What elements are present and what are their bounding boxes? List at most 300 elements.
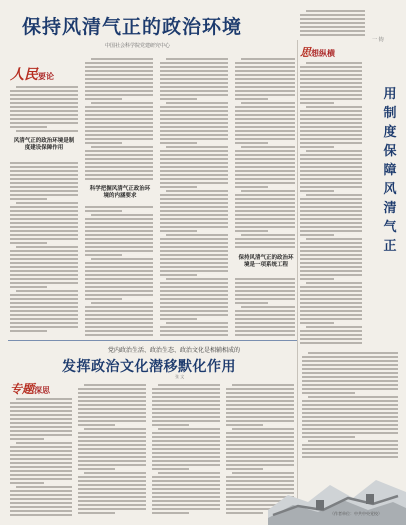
body-text-line xyxy=(85,98,122,100)
body-text-line xyxy=(300,342,362,344)
body-text-line xyxy=(78,432,146,434)
body-text-line xyxy=(235,150,295,152)
body-text-line xyxy=(308,396,398,398)
body-text-line xyxy=(226,424,263,426)
body-text-line xyxy=(85,234,153,236)
body-text-line xyxy=(160,290,228,292)
body-text-line xyxy=(166,102,228,104)
body-text-line xyxy=(226,404,294,406)
body-text-line xyxy=(226,468,263,470)
body-text-line xyxy=(160,134,228,136)
body-text-line xyxy=(235,82,295,84)
body-text-line xyxy=(10,302,78,304)
body-text-line xyxy=(152,456,220,458)
body-text-line xyxy=(306,106,362,108)
body-text-line xyxy=(152,500,220,502)
body-text-line xyxy=(152,424,189,426)
body-text-line xyxy=(302,420,398,422)
body-text-line xyxy=(300,122,362,124)
body-text-line xyxy=(226,392,294,394)
body-text-line xyxy=(10,446,72,448)
body-text-line xyxy=(226,432,294,434)
body-text-line xyxy=(152,432,220,434)
body-text-line xyxy=(152,392,220,394)
body-text-line xyxy=(10,122,78,124)
body-text-line xyxy=(235,118,295,120)
body-text-line xyxy=(78,476,146,478)
vertical-title: 用制度保障风清气正 xyxy=(383,87,397,254)
body-text-line xyxy=(300,330,362,332)
body-text-line xyxy=(160,226,228,228)
body-text-line xyxy=(226,388,294,390)
body-text-line xyxy=(85,318,153,320)
body-text-line xyxy=(10,106,78,108)
body-text-line xyxy=(160,142,197,144)
body-text-line xyxy=(160,150,228,152)
body-text-line xyxy=(300,94,362,96)
body-text-line xyxy=(160,262,228,264)
wall-tower-1 xyxy=(316,500,324,510)
body-text-line xyxy=(235,230,268,232)
body-text-line xyxy=(10,170,78,172)
body-text-line xyxy=(10,410,72,412)
renyao-logo xyxy=(10,64,54,84)
page-title: 保持风清气正的政治环境 xyxy=(22,16,243,38)
body-text-line xyxy=(85,322,153,324)
body-text-line xyxy=(10,178,78,180)
body-text-line xyxy=(10,210,78,212)
text-column-9 xyxy=(152,384,220,518)
body-text-line xyxy=(300,158,362,160)
body-text-line xyxy=(302,404,398,406)
body-text-line xyxy=(85,306,153,308)
body-text-line xyxy=(300,298,362,300)
subhead-3: 保持风清气正的政治环境是一项系统工程 xyxy=(238,255,294,268)
body-text-line xyxy=(10,166,78,168)
body-text-line xyxy=(78,452,146,454)
body-text-line xyxy=(302,360,398,362)
body-text-line xyxy=(235,318,295,320)
body-text-line xyxy=(152,484,220,486)
body-text-line xyxy=(300,34,365,36)
body-text-line xyxy=(10,318,78,320)
body-text-line xyxy=(160,314,228,316)
body-text-line xyxy=(10,426,72,428)
body-text-line xyxy=(85,110,153,112)
body-text-line xyxy=(306,238,362,240)
body-text-line xyxy=(152,492,220,494)
body-text-line xyxy=(300,86,362,88)
body-text-line xyxy=(152,412,220,414)
body-text-line xyxy=(85,282,153,284)
body-text-line xyxy=(160,94,228,96)
body-text-line xyxy=(78,392,146,394)
body-text-line xyxy=(158,428,220,430)
body-text-line xyxy=(160,66,228,68)
body-text-line xyxy=(226,408,294,410)
body-text-line xyxy=(300,166,362,168)
body-text-line xyxy=(10,286,47,288)
body-text-line xyxy=(300,30,365,32)
body-text-line xyxy=(300,214,362,216)
body-text-line xyxy=(166,322,228,324)
body-text-line xyxy=(10,510,72,512)
body-text-line xyxy=(78,464,146,466)
body-text-line xyxy=(235,326,295,328)
body-text-line xyxy=(235,134,295,136)
body-text-line xyxy=(10,198,47,200)
body-text-line xyxy=(235,286,295,288)
body-text-line xyxy=(85,70,153,72)
body-text-line xyxy=(235,62,295,64)
body-text-line xyxy=(85,218,153,220)
body-text-line xyxy=(160,238,228,240)
text-column-3 xyxy=(160,58,228,338)
body-text-line xyxy=(78,492,146,494)
body-text-line xyxy=(85,150,153,152)
subhead-1: 风清气正的政治环境是制度建设保障作用 xyxy=(13,138,75,151)
body-text-line xyxy=(10,306,78,308)
body-text-line xyxy=(300,222,362,224)
body-text-line xyxy=(300,278,334,280)
body-text-line xyxy=(235,158,295,160)
body-text-line xyxy=(16,398,72,400)
body-text-line xyxy=(85,286,153,288)
body-text-line xyxy=(160,242,228,244)
body-text-line xyxy=(10,310,78,312)
body-text-line xyxy=(85,82,153,84)
body-text-line xyxy=(85,94,153,96)
body-text-line xyxy=(235,126,295,128)
body-text-line xyxy=(300,18,365,20)
body-text-line xyxy=(226,396,294,398)
body-text-line xyxy=(235,142,268,144)
body-text-line xyxy=(78,388,146,390)
body-text-line xyxy=(302,432,398,434)
body-text-line xyxy=(160,214,228,216)
body-text-line xyxy=(300,22,365,24)
body-text-line xyxy=(85,238,153,240)
body-text-line xyxy=(160,118,228,120)
body-text-line xyxy=(78,408,146,410)
page-byline: 中国社会科学院党建研究中心 xyxy=(105,43,171,49)
body-text-line xyxy=(235,278,295,280)
body-text-line xyxy=(85,86,153,88)
body-text-line xyxy=(152,388,220,390)
body-text-line xyxy=(300,174,362,176)
signature: 一 钧 xyxy=(372,37,384,43)
body-text-line xyxy=(10,482,44,484)
body-text-line xyxy=(226,400,294,402)
body-text-line xyxy=(10,438,44,440)
body-text-line xyxy=(160,302,228,304)
body-text-line xyxy=(300,114,362,116)
body-text-line xyxy=(10,490,72,492)
body-text-line xyxy=(16,130,78,132)
body-text-line xyxy=(158,472,220,474)
body-text-line xyxy=(78,508,146,510)
body-text-line xyxy=(160,266,228,268)
subhead-2: 科学把握风清气正政治环境的内涵要求 xyxy=(89,186,151,199)
body-text-line xyxy=(78,484,146,486)
body-text-line xyxy=(300,110,362,112)
zhuanti-logo-sub: 深思 xyxy=(34,385,51,395)
body-text-line xyxy=(10,434,72,436)
body-text-line xyxy=(300,178,362,180)
body-text-line xyxy=(300,218,362,220)
zhuanti-logo-main: 专题 xyxy=(10,382,35,396)
body-text-line xyxy=(226,444,294,446)
body-text-line xyxy=(78,396,146,398)
body-text-line xyxy=(160,126,228,128)
body-text-line xyxy=(85,154,153,156)
body-text-line xyxy=(235,246,295,248)
body-text-line xyxy=(91,302,153,304)
body-text-line xyxy=(235,206,295,208)
text-column-6 xyxy=(300,10,365,38)
body-text-line xyxy=(85,130,153,132)
body-text-line xyxy=(152,464,220,466)
body-text-line xyxy=(235,74,295,76)
body-text-line xyxy=(85,210,122,212)
body-text-line xyxy=(10,458,72,460)
body-text-line xyxy=(226,448,294,450)
body-text-line xyxy=(302,412,398,414)
body-text-line xyxy=(235,242,295,244)
body-text-line xyxy=(10,182,78,184)
body-text-line xyxy=(235,302,268,304)
body-text-line xyxy=(302,452,398,454)
text-column-5 xyxy=(300,62,362,347)
body-text-line xyxy=(85,254,122,256)
body-text-line xyxy=(160,286,228,288)
body-text-line xyxy=(241,102,295,104)
body-text-line xyxy=(241,306,295,308)
body-text-line xyxy=(152,444,220,446)
body-text-line xyxy=(160,254,228,256)
body-text-line xyxy=(152,416,220,418)
body-text-line xyxy=(235,106,295,108)
body-text-line xyxy=(235,90,295,92)
body-text-line xyxy=(235,130,295,132)
body-text-line xyxy=(235,174,295,176)
body-text-line xyxy=(16,202,78,204)
body-text-line xyxy=(300,118,362,120)
body-text-line xyxy=(10,214,78,216)
body-text-line xyxy=(160,282,228,284)
body-text-line xyxy=(300,206,362,208)
body-text-line xyxy=(160,250,228,252)
body-text-line xyxy=(152,480,220,482)
body-text-line xyxy=(235,86,295,88)
body-text-line xyxy=(306,282,362,284)
body-text-line xyxy=(85,250,153,252)
body-text-line xyxy=(152,452,220,454)
body-text-line xyxy=(85,266,153,268)
body-text-line xyxy=(78,448,146,450)
body-text-line xyxy=(235,226,295,228)
body-text-line xyxy=(10,226,78,228)
body-text-line xyxy=(10,314,78,316)
body-text-line xyxy=(235,114,295,116)
body-text-line xyxy=(302,384,398,386)
body-text-line xyxy=(10,514,72,516)
body-text-line xyxy=(300,302,362,304)
body-text-line xyxy=(158,384,220,386)
body-text-line xyxy=(241,58,295,60)
body-text-line xyxy=(85,78,153,80)
body-text-line xyxy=(10,506,72,508)
body-text-line xyxy=(160,318,197,320)
body-text-line xyxy=(235,202,295,204)
body-text-line xyxy=(300,126,362,128)
body-text-line xyxy=(160,258,228,260)
body-text-line xyxy=(235,166,295,168)
body-text-line xyxy=(78,444,146,446)
body-text-line xyxy=(300,334,362,336)
body-text-line xyxy=(302,448,398,450)
body-text-line xyxy=(302,392,355,394)
body-text-line xyxy=(302,416,398,418)
body-text-line xyxy=(85,278,153,280)
body-text-line xyxy=(85,106,153,108)
body-text-line xyxy=(78,404,146,406)
body-text-line xyxy=(152,408,220,410)
body-text-line xyxy=(235,162,295,164)
body-text-line xyxy=(300,290,362,292)
body-text-line xyxy=(85,230,153,232)
body-text-line xyxy=(85,314,153,316)
body-text-line xyxy=(91,58,153,60)
body-text-line xyxy=(85,134,153,136)
body-text-line xyxy=(16,290,78,292)
body-text-line xyxy=(300,74,362,76)
body-text-line xyxy=(235,182,295,184)
body-text-line xyxy=(235,110,295,112)
body-text-line xyxy=(160,310,228,312)
body-text-line xyxy=(166,58,228,60)
zhuanti-kicker: 党内政治生活、政治生态、政治文化是相辅相成的 xyxy=(108,347,241,354)
body-text-line xyxy=(308,352,398,354)
body-text-line xyxy=(160,270,228,272)
body-text-line xyxy=(160,78,228,80)
body-text-line xyxy=(300,270,362,272)
body-text-line xyxy=(160,162,228,164)
body-text-line xyxy=(85,90,153,92)
body-text-line xyxy=(300,258,362,260)
body-text-line xyxy=(300,202,362,204)
body-text-line xyxy=(10,206,78,208)
footer-note: （作者单位：中共中央党校） xyxy=(330,511,382,516)
body-text-line xyxy=(10,190,78,192)
body-text-line xyxy=(300,314,362,316)
text-column-8 xyxy=(78,384,146,518)
body-text-line xyxy=(85,226,153,228)
body-text-line xyxy=(226,412,294,414)
body-text-line xyxy=(10,110,78,112)
body-text-line xyxy=(300,130,362,132)
body-text-line xyxy=(300,294,362,296)
body-text-line xyxy=(84,428,146,430)
body-text-line xyxy=(152,404,220,406)
body-text-line xyxy=(10,118,78,120)
body-text-line xyxy=(85,334,153,336)
zhuanti-author: 张 文 xyxy=(175,374,185,379)
body-text-line xyxy=(85,290,153,292)
body-text-line xyxy=(78,412,146,414)
body-text-line xyxy=(302,408,398,410)
body-text-line xyxy=(10,502,72,504)
body-text-line xyxy=(160,182,228,184)
body-text-line xyxy=(300,138,362,140)
body-text-line xyxy=(10,478,72,480)
body-text-line xyxy=(226,452,294,454)
body-text-line xyxy=(160,326,228,328)
body-text-line xyxy=(85,262,153,264)
body-text-line xyxy=(160,230,197,232)
body-text-line xyxy=(152,460,220,462)
body-text-line xyxy=(302,424,398,426)
body-text-line xyxy=(300,14,365,16)
body-text-line xyxy=(160,158,228,160)
sixiang-logo-sub: 想纵横 xyxy=(311,48,335,58)
body-text-line xyxy=(85,174,153,176)
body-text-line xyxy=(235,298,295,300)
body-text-line xyxy=(160,90,228,92)
body-text-line xyxy=(78,420,146,422)
body-text-line xyxy=(10,422,72,424)
body-text-line xyxy=(306,194,362,196)
body-text-line xyxy=(85,330,153,332)
body-text-line xyxy=(16,486,72,488)
body-text-line xyxy=(10,218,78,220)
body-text-line xyxy=(160,130,228,132)
body-text-line xyxy=(300,142,362,144)
text-column-1 xyxy=(10,86,78,336)
body-text-line xyxy=(152,448,220,450)
body-text-line xyxy=(85,274,153,276)
body-text-line xyxy=(302,428,398,430)
body-text-line xyxy=(152,504,220,506)
body-text-line xyxy=(10,494,72,496)
body-text-line xyxy=(235,294,295,296)
body-text-line xyxy=(10,94,78,96)
body-text-line xyxy=(300,162,362,164)
body-text-line xyxy=(226,436,294,438)
text-column-11 xyxy=(302,352,398,462)
body-text-line xyxy=(160,154,228,156)
body-text-line xyxy=(235,218,295,220)
body-text-line xyxy=(302,380,398,382)
body-text-line xyxy=(300,186,362,188)
body-text-line xyxy=(160,186,197,188)
body-text-line xyxy=(16,246,78,248)
body-text-line xyxy=(10,126,47,128)
body-text-line xyxy=(10,282,78,284)
body-text-line xyxy=(235,178,295,180)
body-text-line xyxy=(152,396,220,398)
body-text-line xyxy=(78,460,146,462)
sixiang-logo-main: 思 xyxy=(300,46,311,59)
body-text-line xyxy=(235,282,295,284)
body-text-line xyxy=(300,246,362,248)
body-text-line xyxy=(235,78,295,80)
body-text-line xyxy=(235,154,295,156)
body-text-line xyxy=(78,436,146,438)
body-text-line xyxy=(10,230,78,232)
body-text-line xyxy=(10,186,78,188)
body-text-line xyxy=(10,162,78,164)
